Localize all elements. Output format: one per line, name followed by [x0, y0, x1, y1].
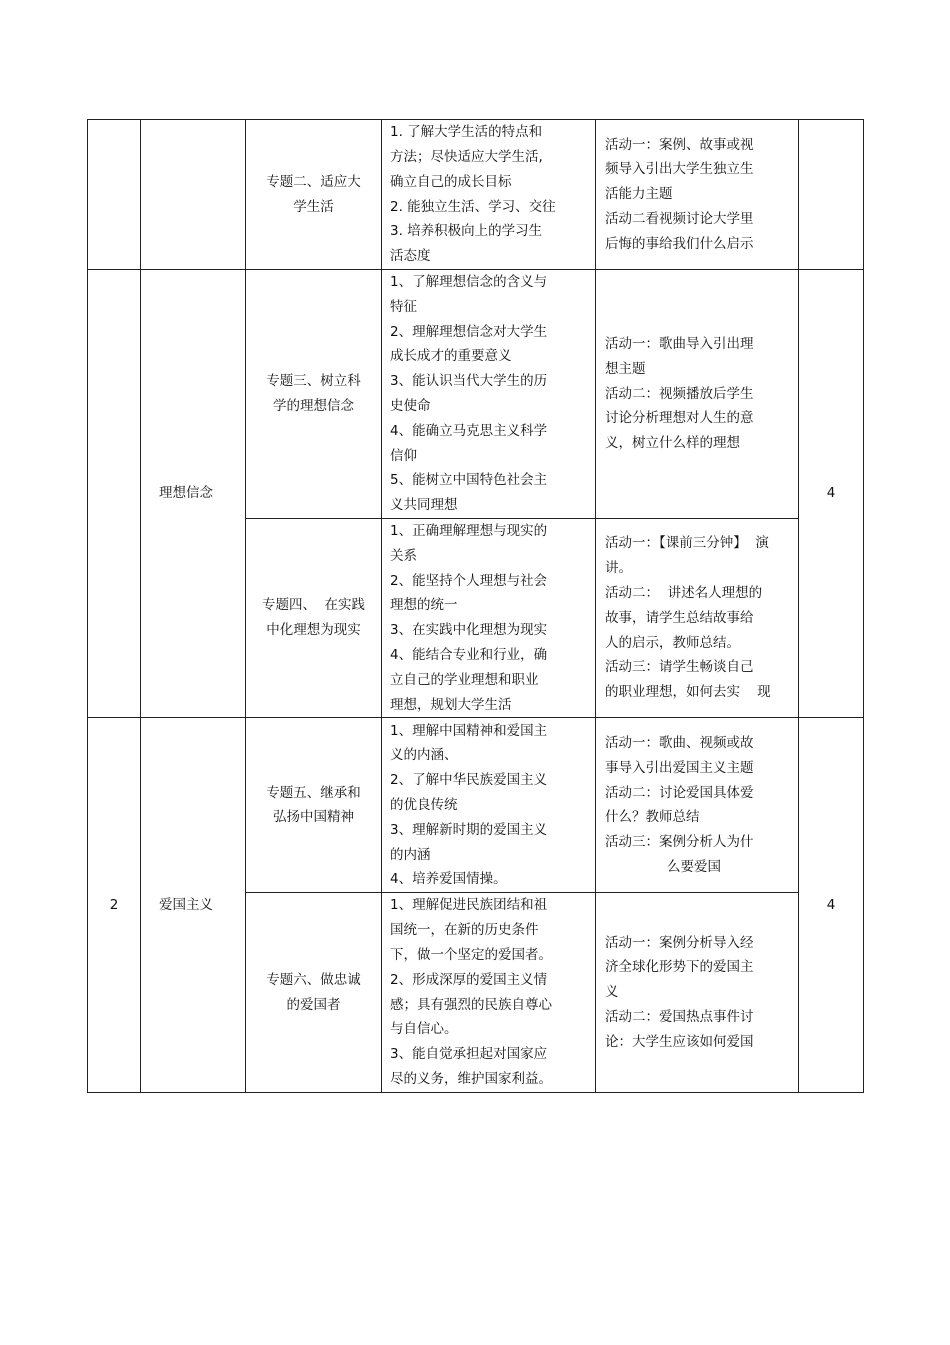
topic-title-line: 弘扬中国精神: [273, 809, 354, 826]
goal-line: 4、能确立马克思主义科学: [390, 422, 548, 439]
goal-line: 3、能自觉承担起对国家应: [390, 1046, 548, 1063]
activity-line: 什么？教师总结: [605, 809, 700, 826]
activity-line: 活动一：歌曲导入引出理: [605, 336, 754, 352]
unit-cell: [141, 718, 246, 1092]
activity-line: 么要爱国: [667, 858, 721, 875]
activity-cell: [596, 270, 799, 519]
hours-value: 4: [826, 896, 836, 913]
unit-cell: [141, 270, 246, 718]
goal-line: 2、能坚持个人理想与社会: [390, 572, 548, 589]
goal-line: 2、形成深厚的爱国主义情: [390, 971, 548, 988]
unit-label: 爱国主义: [159, 896, 213, 913]
topic-title-line: 专题二、适应大: [266, 173, 361, 190]
activity-line: 活动一：【课前三分钟】 演: [605, 535, 769, 552]
activity-line: 活动三：案例分析人为什: [605, 834, 754, 851]
activity-line: 频导入引出大学生独立生: [605, 161, 754, 178]
topic-title-line: 专题三、树立科: [266, 373, 361, 390]
activity-line: 活动二看视频讨论大学里: [605, 210, 754, 227]
goal-line: 尽的义务，维护国家利益。: [390, 1070, 552, 1087]
goal-line: 感；具有强烈的民族自尊心: [390, 996, 552, 1013]
goal-cell: [382, 718, 596, 893]
activity-line: 事导入引出爱国主义主题: [605, 759, 754, 776]
goal-line: 3. 培养积极向上的学习生: [390, 223, 543, 240]
goal-line: 2. 能独立生活、学习、交往: [390, 198, 556, 215]
goal-line: 4、培养爱国情操。: [390, 871, 507, 888]
activity-cell: [596, 519, 799, 718]
topic-title-cell: [246, 120, 382, 270]
activity-line: 论：大学生应该如何爱国: [605, 1033, 754, 1050]
goal-line: 关系: [390, 547, 417, 564]
topic-title-cell: [246, 718, 382, 893]
activity-line: 讲。: [605, 560, 632, 577]
activity-line: 济全球化形势下的爱国主: [605, 959, 754, 976]
goal-cell: [382, 519, 596, 718]
topic-title-cell: [246, 893, 382, 1092]
goal-line: 1. 了解大学生活的特点和: [390, 124, 543, 141]
activity-line: 故事，请学生总结故事给: [605, 609, 754, 626]
activity-line: 讨论分析理想对人生的意: [605, 410, 754, 427]
goal-line: 5、能树立中国特色社会主: [390, 472, 548, 489]
goal-line: 成长成才的重要意义: [390, 348, 512, 365]
topic-title-cell: [246, 270, 382, 519]
goal-cell: [382, 270, 596, 519]
hours-cell: [799, 718, 864, 1092]
topic-title-line: 学的理想信念: [273, 398, 354, 414]
goal-line: 史使命: [390, 398, 431, 414]
goal-line: 义的内涵、: [390, 747, 458, 764]
activity-cell: [596, 893, 799, 1092]
goal-line: 3、在实践中化理想为现实: [390, 622, 548, 639]
goal-line: 活态度: [390, 248, 431, 265]
activity-line: 义，树立什么样的理想: [605, 435, 740, 452]
goal-line: 义共同理想: [390, 497, 458, 514]
hours-cell: [799, 120, 864, 270]
goal-line: 立自己的学业理想和职业: [390, 671, 539, 688]
table-row: [88, 270, 864, 519]
goal-line: 的内涵: [390, 846, 431, 863]
goal-line: 特征: [390, 298, 417, 315]
goal-line: 理想，规划大学生活: [390, 696, 512, 713]
activity-line: 的职业理想，如何去实 现: [605, 684, 771, 701]
goal-line: 4、能结合专业和行业，确: [390, 646, 548, 663]
activity-line: 活动三：请学生畅谈自己: [605, 659, 754, 676]
goal-line: 理想的统一: [390, 597, 458, 614]
goal-line: 1、理解中国精神和爱国主: [390, 722, 548, 739]
activity-line: 想主题: [605, 360, 646, 377]
goal-line: 2、理解理想信念对大学生: [390, 323, 548, 340]
unit-cell: [141, 120, 246, 270]
goal-cell: [382, 893, 596, 1092]
section-number-cell: [88, 270, 141, 718]
activity-line: 活动一：案例分析导入经: [605, 934, 754, 951]
goal-line: 确立自己的成长目标: [390, 173, 512, 190]
goal-line: 国统一，在新的历史条件: [390, 922, 539, 939]
activity-line: 活能力主题: [605, 186, 673, 203]
topic-title-line: 学生活: [293, 198, 334, 215]
activity-line: 活动一：歌曲、视频或故: [605, 734, 754, 751]
topic-title-line: 专题五、继承和: [266, 784, 361, 801]
goal-line: 1、了解理想信念的含义与: [390, 274, 548, 291]
section-number-cell: [88, 718, 141, 1092]
topic-title-line: 专题六、做忠诚: [266, 971, 361, 988]
goal-line: 与自信心。: [390, 1021, 458, 1038]
unit-label: 理想信念: [159, 485, 213, 502]
section-number-cell: [88, 120, 141, 270]
goal-line: 3、理解新时期的爱国主义: [390, 821, 548, 838]
section-number: 2: [109, 896, 119, 913]
goal-line: 方法；尽快适应大学生活,: [390, 148, 543, 165]
topic-title-line: 专题四、 在实践: [261, 597, 366, 614]
syllabus-table: [87, 119, 864, 1093]
table-row: [88, 718, 864, 893]
hours-value: 4: [826, 485, 836, 502]
activity-line: 活动二：视频播放后学生: [605, 385, 754, 402]
table-row: [88, 120, 864, 270]
goal-line: 的优良传统: [390, 796, 458, 813]
goal-line: 下，做一个坚定的爱国者。: [390, 946, 552, 963]
goal-line: 信仰: [390, 447, 417, 464]
topic-title-line: 中化理想为现实: [266, 622, 361, 639]
activity-line: 活动二：爱国热点事件讨: [605, 1008, 754, 1025]
activity-line: 活动二： 讲述名人理想的: [605, 584, 763, 601]
goal-line: 3、能认识当代大学生的历: [390, 373, 548, 390]
hours-cell: [799, 270, 864, 718]
topic-title-line: 的爱国者: [286, 996, 341, 1013]
activity-line: 义: [605, 984, 619, 1001]
goal-line: 2、了解中华民族爱国主义: [390, 772, 548, 789]
activity-cell: [596, 718, 799, 893]
activity-line: 活动一：案例、故事或视: [605, 136, 754, 153]
activity-line: 活动二：讨论爱国具体爱: [605, 784, 754, 801]
activity-cell: [596, 120, 799, 270]
goal-line: 1、理解促进民族团结和祖: [390, 897, 548, 914]
goal-line: 1、正确理解理想与现实的: [390, 523, 548, 539]
activity-line: 人的启示，教师总结。: [605, 634, 740, 651]
goal-cell: [382, 120, 596, 270]
topic-title-cell: [246, 519, 382, 718]
activity-line: 后悔的事给我们什么启示: [605, 235, 754, 252]
